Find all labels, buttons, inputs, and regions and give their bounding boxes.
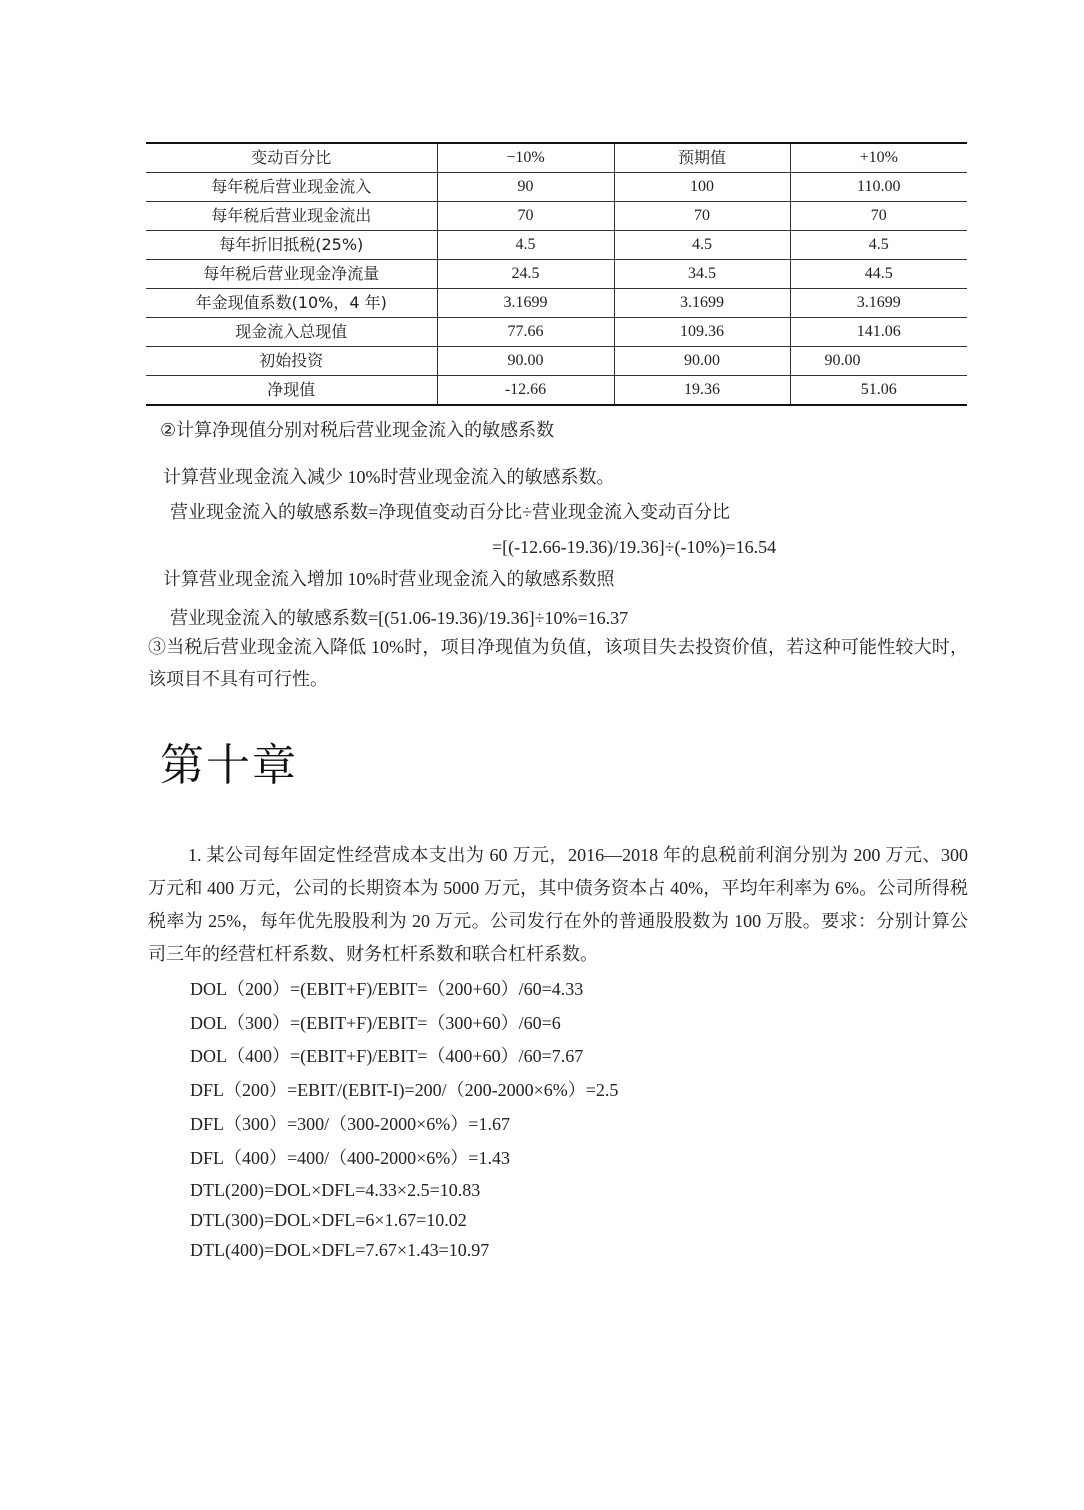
table-cell: 90 [437, 173, 614, 202]
table-cell: 3.1699 [790, 289, 967, 318]
table-cell: 109.36 [614, 318, 790, 347]
table-row-label: 每年税后营业现金净流量 [146, 260, 437, 289]
section-2-heading: ②计算净现值分别对税后营业现金流入的敏感系数 [160, 420, 555, 441]
formula-line: DFL（200）=EBIT/(EBIT-I)=200/（200-2000×6%）=2.5 [190, 1080, 619, 1100]
table-row [146, 202, 967, 231]
table-cell: 90.00 [614, 347, 790, 376]
table-cell: -12.66 [437, 376, 614, 406]
table-row [146, 231, 967, 260]
table-cell: 110.00 [790, 173, 967, 202]
section-2-formula: 营业现金流入的敏感系数=[(51.06-19.36)/19.36]÷10%=16.37 [170, 608, 629, 628]
problem-paragraph: 1. 某公司每年固定性经营成本支出为 60 万元，2016—2018 年的息税前利润分别为 200 万元、300 万元和 400 万元，公司的长期资本为 5000 万元，其中债务资本占 40%，平均年利率为 6%。公司所得税税率为 25%，每年优先股股利为 20 万元。公司发行在外的普通股股数为 100 万股。要求：分别计算公司三年的经营杠杆系数、财务杠杆系数和联合杠杆系数。 [148, 845, 968, 964]
table-cell: 70 [437, 202, 614, 231]
table-cell: 141.06 [790, 318, 967, 347]
table-row-label: 初始投资 [146, 347, 437, 376]
formula-line: DFL（400）=400/（400-2000×6%）=1.43 [190, 1148, 510, 1168]
table-cell: 4.5 [614, 231, 790, 260]
table-row-label: 净现值 [146, 376, 437, 406]
table-header-cell: 预期值 [614, 143, 790, 173]
table-row [146, 318, 967, 347]
table-cell: 51.06 [790, 376, 967, 406]
table-cell: 90.00 [437, 347, 614, 376]
table-cell: 100 [614, 173, 790, 202]
formula-line: DFL（300）=300/（300-2000×6%）=1.67 [190, 1114, 510, 1134]
table-row-label: 每年税后营业现金流入 [146, 173, 437, 202]
formula-line: DTL(200)=DOL×DFL=4.33×2.5=10.83 [190, 1180, 481, 1200]
table-cell: 3.1699 [614, 289, 790, 318]
table-cell: 4.5 [790, 231, 967, 260]
table-cell: 77.66 [437, 318, 614, 347]
table-header-row [146, 143, 967, 173]
formula-line: DTL(400)=DOL×DFL=7.67×1.43=10.97 [190, 1240, 490, 1260]
section-3-paragraph: ③当税后营业现金流入降低 10%时，项目净现值为负值，该项目失去投资价值，若这种可能性较大时，该项目不具有可行性。 [148, 637, 968, 689]
table-cell: 4.5 [437, 231, 614, 260]
table-cell: 70 [790, 202, 967, 231]
table-row [146, 376, 967, 406]
section-2-line: 计算营业现金流入减少 10%时营业现金流入的敏感系数。 [163, 467, 615, 487]
table-cell: 34.5 [614, 260, 790, 289]
table-header-cell: −10% [437, 143, 614, 173]
table-row-label: 年金现值系数(10%，4 年) [146, 289, 437, 318]
formula-line: DTL(300)=DOL×DFL=6×1.67=10.02 [190, 1210, 467, 1230]
table-cell: 90.00 [790, 347, 967, 376]
table-row [146, 260, 967, 289]
table-cell: 19.36 [614, 376, 790, 406]
table-row [146, 289, 967, 318]
sensitivity-table [146, 142, 967, 406]
table-row-label: 每年折旧抵税(25%) [146, 231, 437, 260]
chapter-title: 第十章 [160, 740, 298, 791]
formula-line: DOL（200）=(EBIT+F)/EBIT=（200+60）/60=4.33 [190, 979, 584, 999]
table-cell: 70 [614, 202, 790, 231]
table-row [146, 173, 967, 202]
formula-line: DOL（400）=(EBIT+F)/EBIT=（400+60）/60=7.67 [190, 1046, 584, 1066]
section-2-line: 营业现金流入的敏感系数=净现值变动百分比÷营业现金流入变动百分比 [170, 502, 731, 522]
formula-line: DOL（300）=(EBIT+F)/EBIT=（300+60）/60=6 [190, 1013, 561, 1033]
table-cell: 44.5 [790, 260, 967, 289]
table-row-label: 每年税后营业现金流出 [146, 202, 437, 231]
section-2-line: 计算营业现金流入增加 10%时营业现金流入的敏感系数照 [163, 569, 615, 589]
table-cell: 3.1699 [437, 289, 614, 318]
table-header-cell: 变动百分比 [146, 143, 437, 173]
table-row-label: 现金流入总现值 [146, 318, 437, 347]
table-header-cell: +10% [790, 143, 967, 173]
section-2-formula: =[(-12.66-19.36)/19.36]÷(-10%)=16.54 [492, 537, 777, 557]
table-row [146, 347, 967, 376]
table-cell: 24.5 [437, 260, 614, 289]
